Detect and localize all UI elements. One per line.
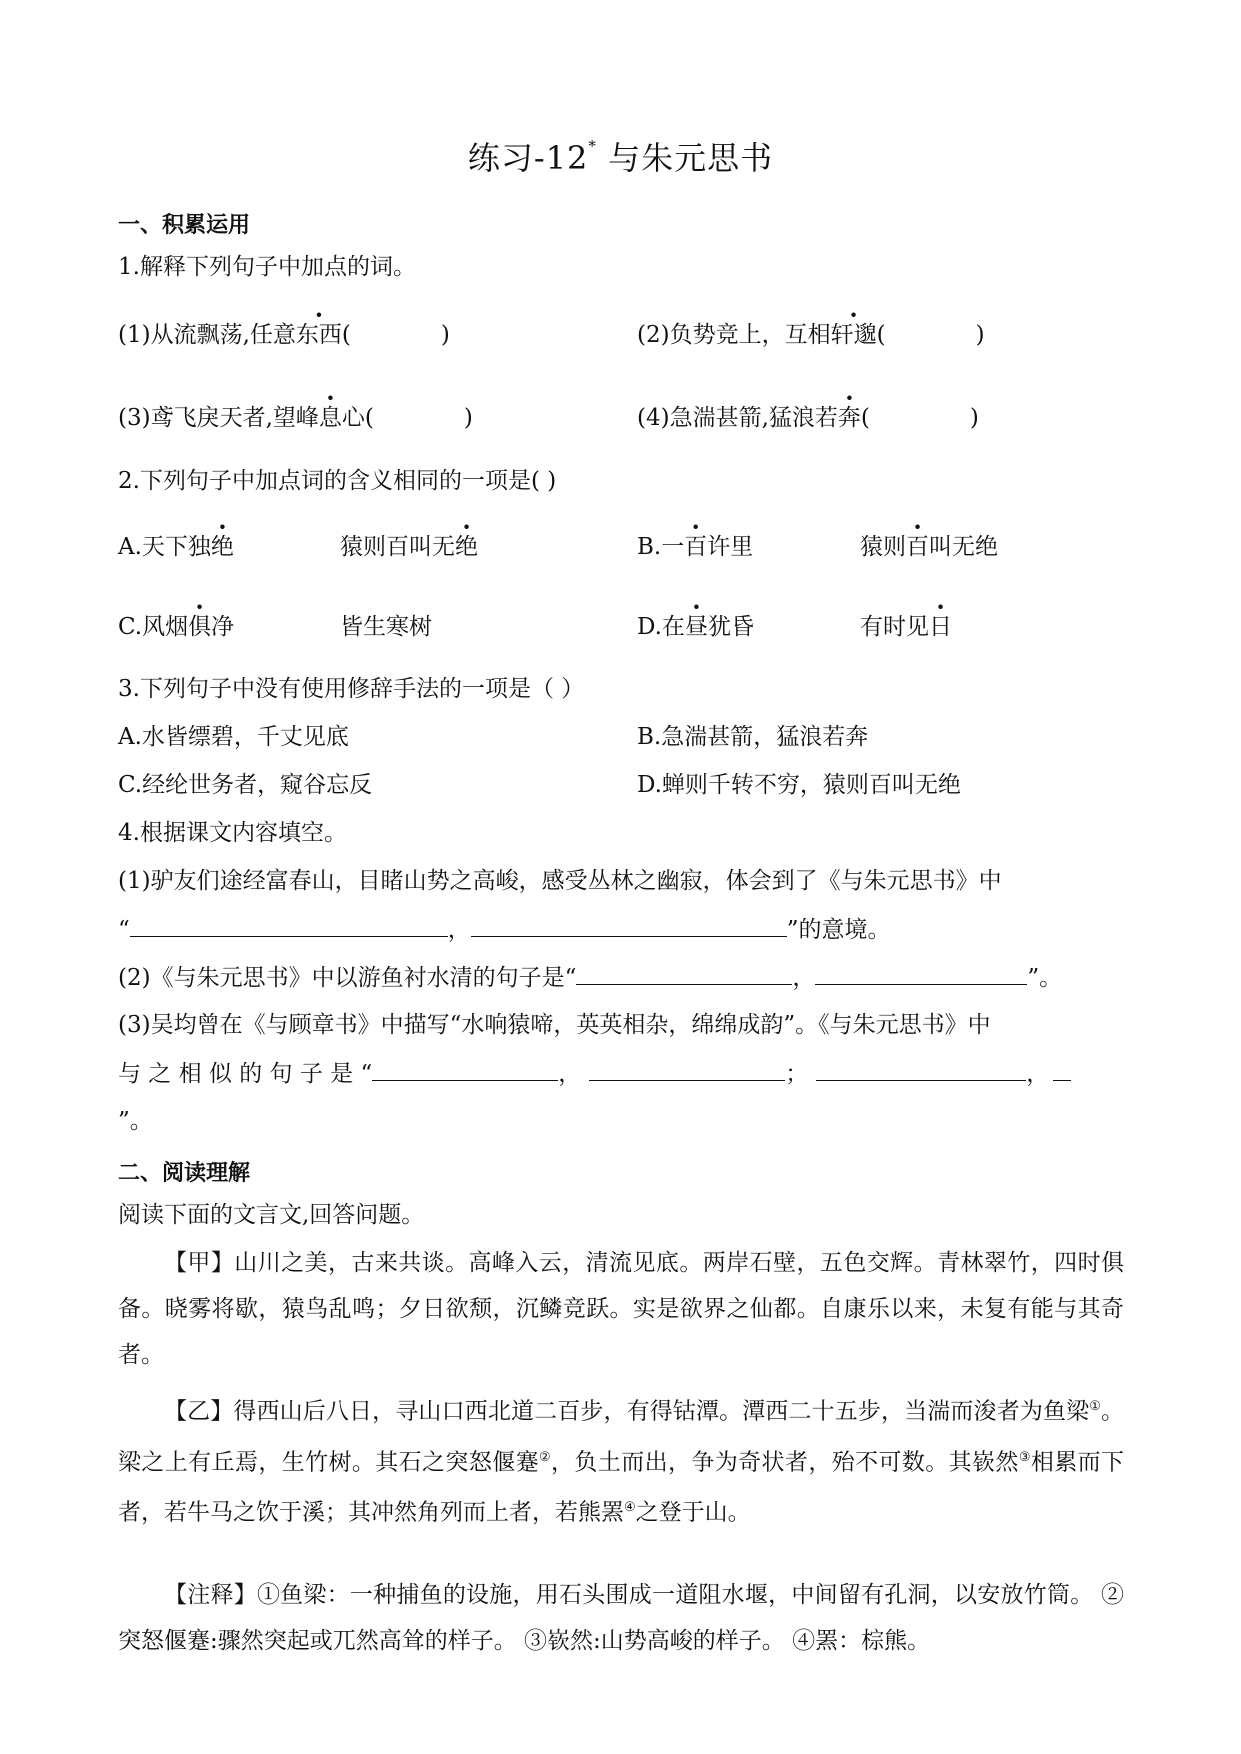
q2-option-b-1: B.一百许里 xyxy=(637,534,754,560)
section-heading-1: 一、积累运用 xyxy=(118,213,251,238)
q2-option-a-1: A.天下独绝 xyxy=(118,534,234,560)
footnote-marker: ② xyxy=(539,1449,552,1465)
q3-option-d: D.蝉则千转不穷，猿则百叫无绝 xyxy=(637,772,961,798)
answer-blank xyxy=(1053,1058,1071,1081)
q2-option-d-2: 有时见日 xyxy=(860,614,952,640)
dotted-word: 日 xyxy=(929,614,952,640)
answer-blank xyxy=(576,962,792,985)
footnote-marker: ③ xyxy=(1018,1449,1031,1465)
dotted-word: 息 xyxy=(318,405,342,431)
q3-option-b: B.急湍甚箭，猛浪若奔 xyxy=(637,724,869,750)
dotted-word: 东西 xyxy=(295,322,342,348)
q2-option-d-1: D.在昼犹昏 xyxy=(637,614,754,640)
answer-blank xyxy=(471,914,787,937)
title-rest: 与朱元思书 xyxy=(596,139,774,177)
passage-notes: 【注释】①鱼梁：一种捕鱼的设施，用石头围成一道阻水堰，中间留有孔洞，以安放竹筒。 ②突怒偃蹇:骤然突起或兀然高耸的样子。 ③嵚然:山势高峻的样子。 ④罴：棕熊。 xyxy=(118,1582,1124,1654)
q3-stem: 3.下列句子中没有使用修辞手法的一项是（ ） xyxy=(118,676,585,702)
q4-p3-line2: 与 之 相 似 的 句 子 是 “ ， ； ， xyxy=(118,1058,1071,1089)
dotted-word: 轩邈 xyxy=(830,322,877,348)
dotted-word: 绝 xyxy=(455,534,478,560)
dotted-word: 百 xyxy=(906,534,929,560)
reading-intro: 阅读下面的文言文,回答问题。 xyxy=(118,1202,425,1228)
q2-option-c-1: C.风烟俱净 xyxy=(118,614,235,640)
q3-option-c: C.经纶世务者，窥谷忘反 xyxy=(118,772,373,798)
q4-p3-line1: (3)吴均曾在《与顾章书》中描写“水响猿啼，英英相杂，绵绵成韵”。《与朱元思书》中 xyxy=(118,1012,991,1038)
footnote-marker: ④ xyxy=(624,1500,636,1516)
dotted-word: 绝 xyxy=(210,534,234,560)
q2-option-a-2: 猿则百叫无绝 xyxy=(340,534,478,560)
q4-p1-line1: (1)驴友们途经富春山，目睹山势之高峻，感受丛林之幽寂，体会到了《与朱元思书》中 xyxy=(118,868,1002,894)
passage-yi: 【乙】得西山后八日，寻山口西北道二百步，有得钴潭。潭西二十五步，当湍而浚者为鱼梁①。梁之上有丘焉，生竹树。其石之突怒偃蹇②，负土而出，争为奇状者，殆不可数。其嵚然③相累而下者，若牛马之饮于溪；其冲然角列而上者，若熊罴④之登于山。 xyxy=(118,1398,1125,1526)
q4-stem: 4.根据课文内容填空。 xyxy=(118,820,347,846)
footnote-marker: ① xyxy=(1089,1399,1102,1414)
answer-blank xyxy=(130,914,448,937)
dotted-word: 昼 xyxy=(684,614,708,640)
q4-p2: (2)《与朱元思书》中以游鱼衬水清的句子是“ ， ”。 xyxy=(118,962,1062,993)
q1-item-4: (4)急湍甚箭,猛浪若奔( ) xyxy=(637,405,979,431)
q3-option-a: A.水皆缥碧，千丈见底 xyxy=(118,724,349,750)
q4-p1-line2: “ ， ”的意境。 xyxy=(118,914,891,945)
answer-blank xyxy=(372,1058,558,1081)
q2-stem: 2.下列句子中加点词的含义相同的一项是( ) xyxy=(118,468,557,494)
answer-blank xyxy=(816,1058,1026,1081)
section-heading-2: 二、阅读理解 xyxy=(118,1161,251,1186)
q1-stem: 1.解释下列句子中加点的词。 xyxy=(118,254,416,280)
q1-item-1: (1)从流飘荡,任意东西( ) xyxy=(118,322,450,348)
q2-option-c-2: 皆生寒树 xyxy=(340,614,432,640)
q4-p3-end: ”。 xyxy=(118,1108,153,1134)
q1-item-2: (2)负势竞上，互相轩邈( ) xyxy=(637,322,985,348)
title-main: 练习-12 xyxy=(467,139,589,177)
answer-blank xyxy=(589,1058,785,1081)
dotted-word: 百 xyxy=(684,534,708,560)
page-title xyxy=(0,133,1241,179)
dotted-word: 俱 xyxy=(188,614,212,640)
answer-blank xyxy=(815,962,1027,985)
title-star: * xyxy=(588,137,597,156)
q1-item-3: (3)鸢飞戾天者,望峰息心( ) xyxy=(118,405,473,431)
passage-jia: 【甲】山川之美，古来共谈。高峰入云，清流见底。两岸石壁，五色交辉。青林翠竹，四时俱备。晓雾将歇，猿鸟乱鸣；夕日欲颓，沉鳞竞跃。实是欲界之仙都。自康乐以来，未复有能与其奇者。 xyxy=(118,1250,1124,1368)
q2-option-b-2: 猿则百叫无绝 xyxy=(860,534,998,560)
dotted-word: 奔 xyxy=(837,405,861,431)
